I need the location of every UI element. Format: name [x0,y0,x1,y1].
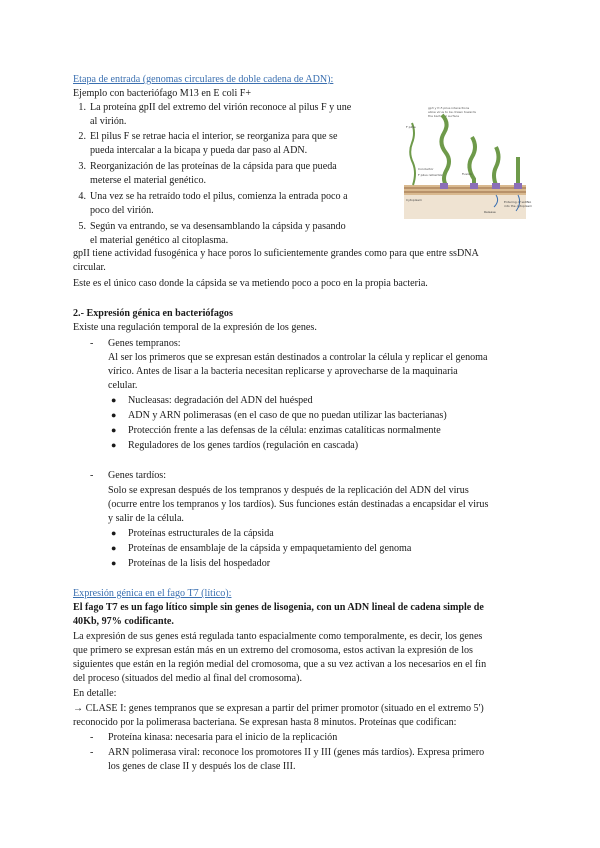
t7-paragraph: La expresión de sus genes está regulada tanto espacialmente como temporalmente, es decir, los genes [73,631,483,642]
svg-text:Release: Release [484,210,496,214]
dash-marker: - [90,732,94,743]
early-genes-desc: vírico. Antes de lisar a la bacteria necesitan replicarse y aprovecharse de la maquinaria [108,366,458,377]
class1-desc: reconocido por la polimerasa bacteriana. Se expresan hasta 8 minutos. Proteínas que codifican: [73,717,457,728]
svg-text:the bacterial surface: the bacterial surface [428,114,460,118]
svg-text:into the cytoplasm: into the cytoplasm [504,204,533,208]
late-genes-desc: (ocurre entre los tempranos y los tardíos). Sus funciones están destinadas a encapsidar el virus [108,499,489,510]
detail-label: En detalle: [73,688,117,699]
list-item: ARN polimerasa viral: reconoce los promotores II y III (genes más tardíos). Expresa primero [108,747,485,758]
dash-marker: - [90,338,94,349]
early-genes-desc: Al ser los primeros que se expresan están destinados a controlar la célula y replicar el genoma [108,352,488,363]
svg-text:Cytoplasm: Cytoplasm [406,198,422,202]
bullet-icon: ● [111,410,117,420]
svg-text:gp3 y fr-F-pilus interactions: gp3 y fr-F-pilus interactions [428,106,470,110]
dash-marker: - [90,470,94,481]
list-item: ● Proteínas estructurales de la cápsida [111,528,274,539]
section-intro: Existe una regulación temporal de la expresión de los genes. [73,322,317,333]
bullet-icon: ● [111,558,117,568]
bullet-icon: ● [111,543,117,553]
t7-summary: El fago T7 es un fago lítico simple sin genes de lisogenia, con un ADN lineal de cadena simple de [73,602,484,613]
early-genes-title: Genes tempranos: [108,338,181,349]
note-line-2: Este es el único caso donde la cápsida se va metiendo poco a poco en la propia bacteria. [73,278,428,289]
list-item: ● ADN y ARN polimerasas (en el caso de que no puedan utilizar las bacterianas) [111,410,447,421]
bullet-icon: ● [111,395,117,405]
list-item-cont: los genes de clase II y después los de clase III. [108,761,296,772]
list-item: ● Protección frente a las defensas de la célula: enzimas catalíticas normalmente [111,425,441,436]
list-item: ● Proteínas de ensamblaje de la cápsida y empaquetamiento del genoma [111,543,412,554]
list-item: ● Proteínas de la lisis del hospedador [111,558,271,569]
list-item: ● Reguladores de los genes tardíos (regulación en cascada) [111,440,359,451]
t7-paragraph: que primero se expresan están más en un extremo del cromosoma, estos activan la expresión de los [73,645,473,656]
svg-text:Entering of ssDNA: Entering of ssDNA [504,200,532,204]
svg-text:F pilus retraction: F pilus retraction [418,173,444,177]
bullet-icon: ● [111,528,117,538]
svg-text:Fusion: Fusion [462,172,472,176]
list-item: Proteína kinasa: necesaria para el inicio de la replicación [108,732,338,743]
list-item: 5. Según va entrando, se va desensamblando la cápsida y pasando el material genético al citoplasma. [78,221,346,246]
note-line: circular. [73,262,106,273]
section-heading-t7: Expresión génica en el fago T7 (lítico): [73,588,232,599]
svg-text:allow virus to be drawn toward: allow virus to be drawn towards [428,110,476,114]
list-item: 3. Reorganización de las proteínas de la cápsida para que pueda meterse el material genético. [78,161,337,186]
class1-desc: → CLASE I: genes tempranos que se expresan a partir del primer promotor (situado en el extremo 5') [73,703,484,714]
section-heading-entry: Etapa de entrada (genomas circulares de doble cadena de ADN): [73,74,334,85]
bullet-icon: ● [111,425,117,435]
t7-summary: 40Kb, 97% codificante. [73,616,174,627]
svg-text:Conductor: Conductor [418,167,434,171]
list-item: ● Nucleasas: degradación del ADN del huésped [111,395,313,406]
list-item: 4. Una vez se ha retraído todo el pilus, comienza la entrada poco a poco del virión. [78,191,348,216]
section-heading-expression: 2.- Expresión génica en bacteriófagos [73,308,233,319]
bullet-icon: ● [111,440,117,450]
phage-entry-diagram [404,103,533,221]
dash-marker: - [90,747,94,758]
early-genes-desc: celular. [108,380,138,391]
svg-text:F pilus: F pilus [406,125,416,129]
late-genes-title: Genes tardíos: [108,470,167,481]
list-item: 1. La proteína gpII del extremo del virión reconoce al pilus F y une al virión. [78,102,352,127]
late-genes-desc: Solo se expresan después de los tempranos y después de la replicación del ADN del virus [108,485,469,496]
note-line: gpII tiene actividad fusogénica y hace poros lo suficientemente grandes como para que entre ssDNA [73,248,479,259]
t7-paragraph: siguientes que están en la región medial del cromosoma, que a su vez activan a los necesarios en el fin [73,659,487,670]
list-item: 2. El pilus F se retrae hacia el interior, se reorganiza para que se pueda intercalar a la bicapa y pueda dar paso al ADN. [78,131,338,156]
example-line: Ejemplo con bacteriófago M13 en E coli F+ [73,88,252,99]
t7-paragraph: del proceso (situados del medio al final del cromosoma). [73,673,303,684]
late-genes-desc: y salir de la célula. [108,513,184,524]
phage-entry-figure [404,103,533,221]
